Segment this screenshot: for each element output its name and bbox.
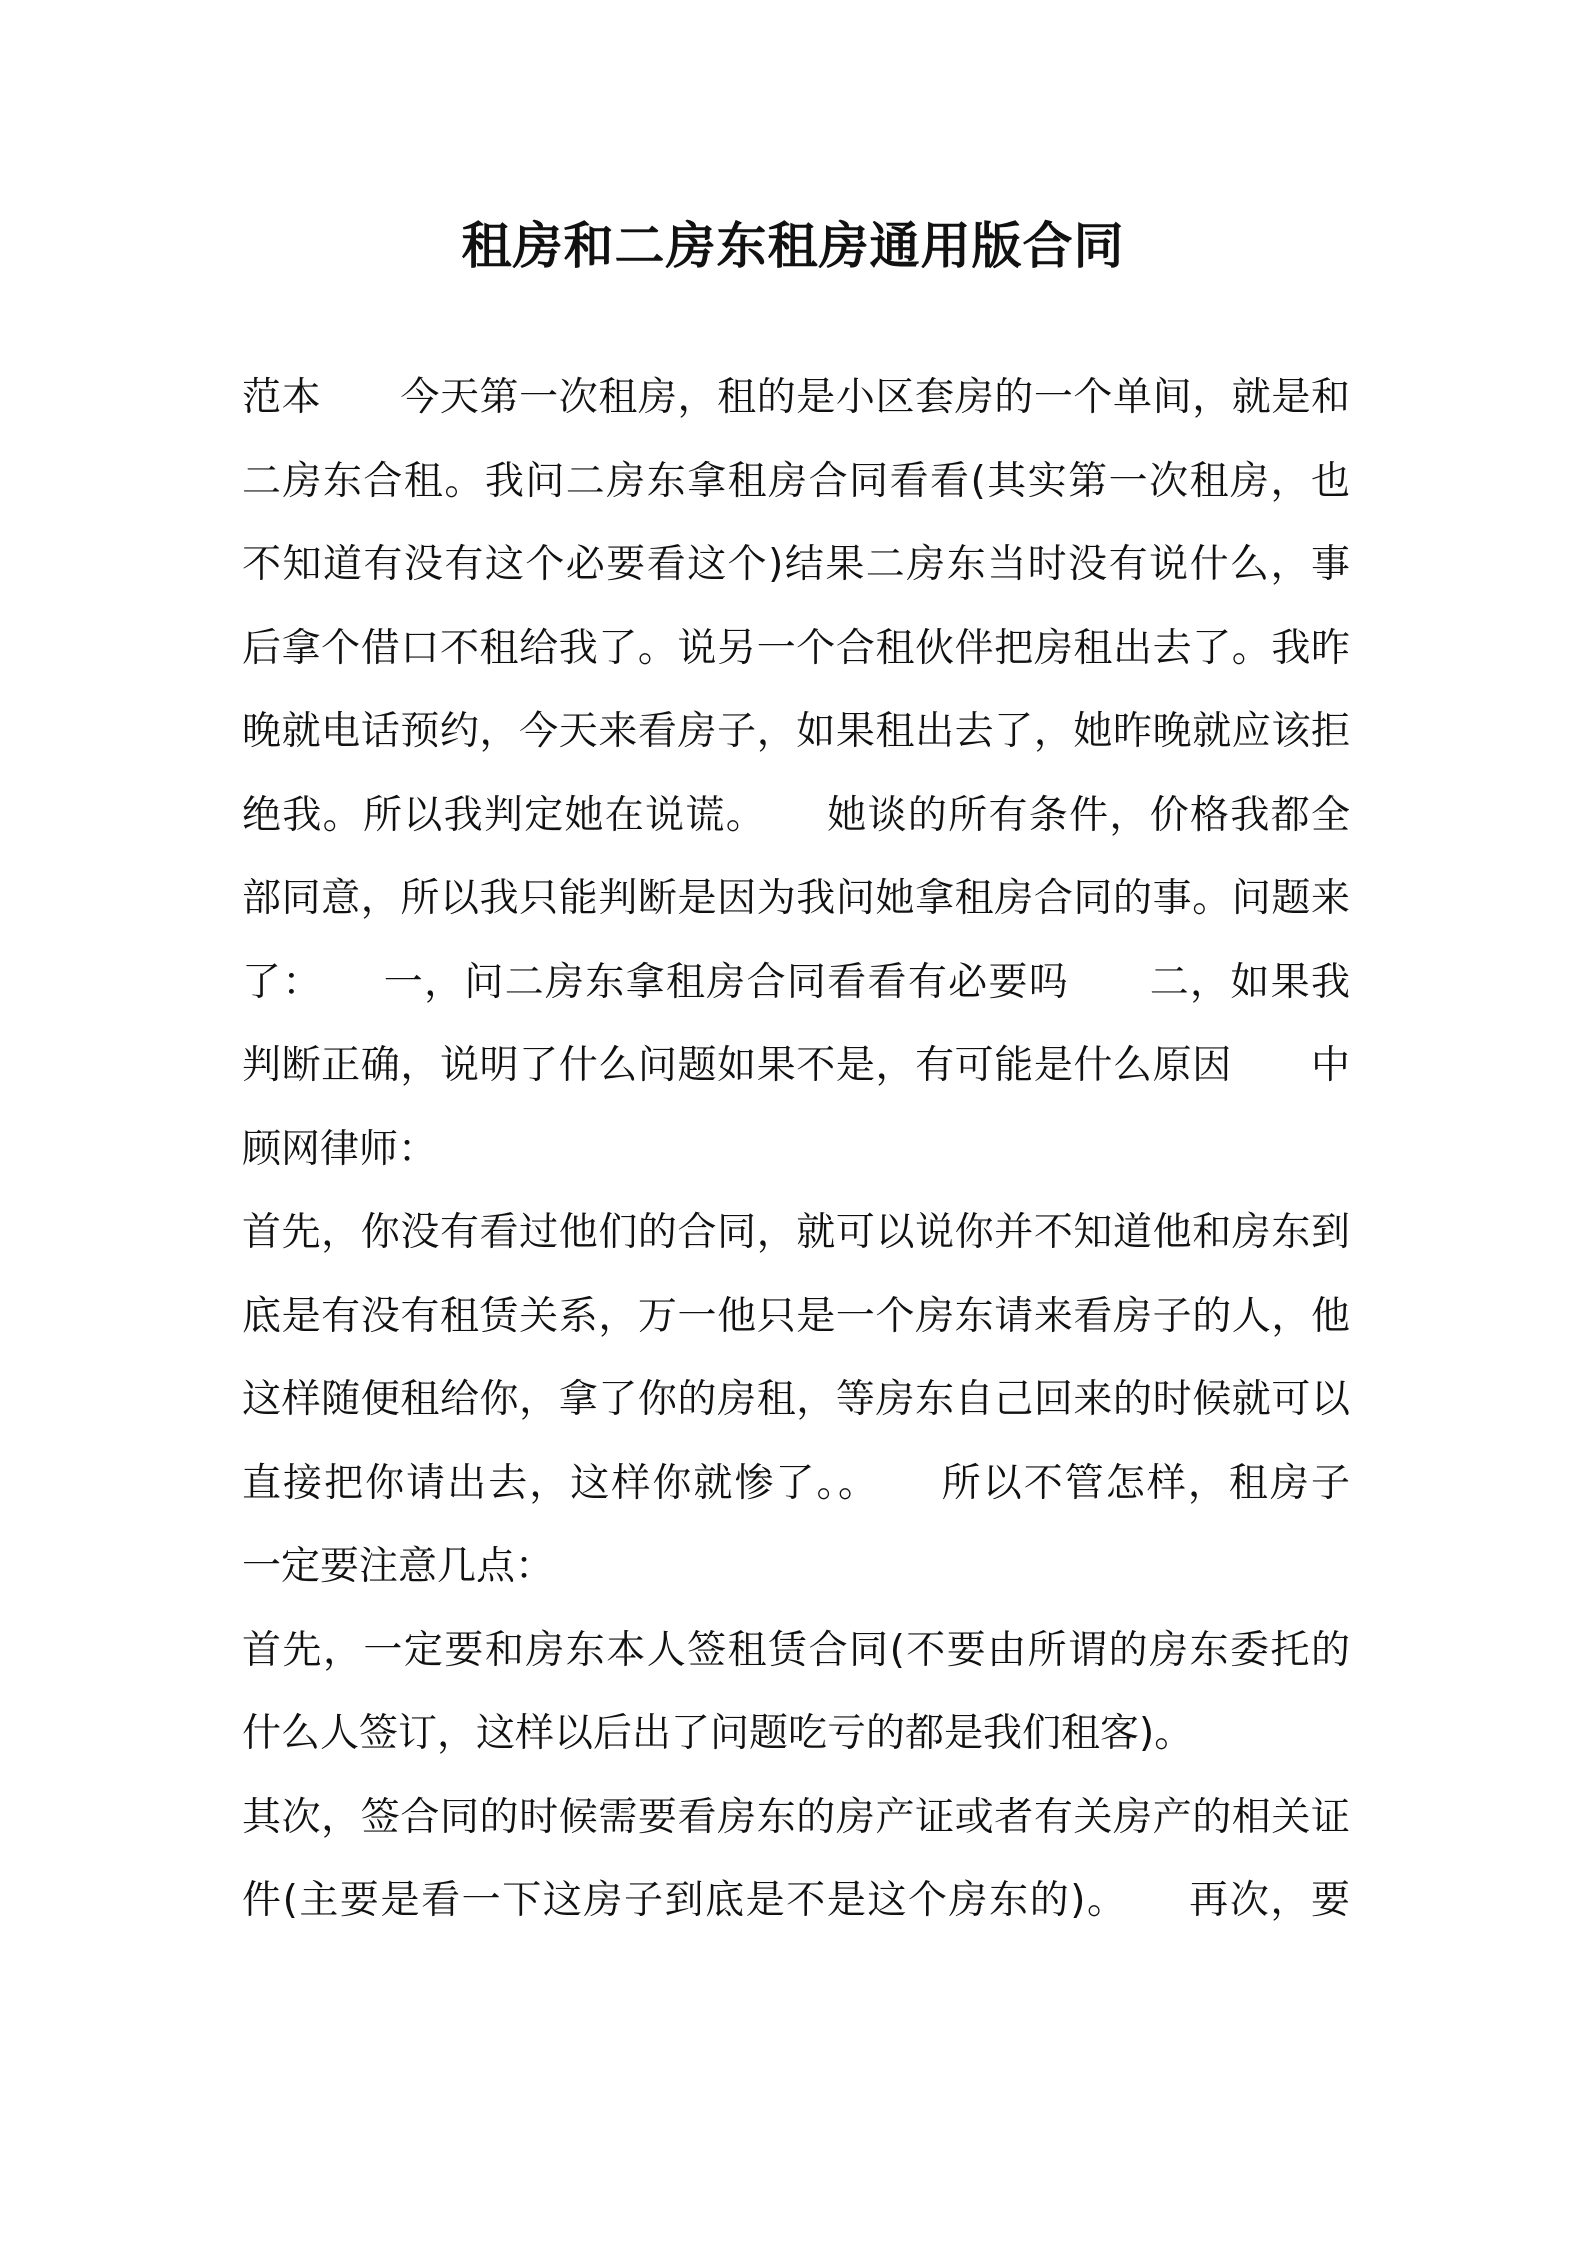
body-line: 首先，你没有看过他们的合同，就可以说你并不知道他和房东到 [242, 1210, 1350, 1255]
body-line: 了： 一，问二房东拿租房合同看看有必要吗 二，如果我 [242, 960, 1350, 1005]
body-line: 一定要注意几点： [242, 1544, 555, 1589]
body-line: 什么人签订，这样以后出了问题吃亏的都是我们租客)。 [242, 1711, 1194, 1756]
body-line: 顾网律师： [242, 1127, 438, 1172]
document-title: 租房和二房东租房通用版合同 [461, 217, 1125, 275]
body-line: 首先，一定要和房东本人签租赁合同(不要由所谓的房东委托的 [242, 1628, 1350, 1673]
body-line: 这样随便租给你，拿了你的房租，等房东自己回来的时候就可以 [242, 1377, 1350, 1422]
body-line: 件(主要是看一下这房子到底是不是这个房东的)。 再次，要 [242, 1878, 1350, 1923]
body-line: 二房东合租。我问二房东拿租房合同看看(其实第一次租房，也 [242, 459, 1350, 504]
body-line: 直接把你请出去，这样你就惨了。。 所以不管怎样，租房子 [242, 1461, 1350, 1506]
body-line: 范本 今天第一次租房，租的是小区套房的一个单间，就是和 [242, 375, 1350, 420]
body-line: 不知道有没有这个必要看这个)结果二房东当时没有说什么，事 [242, 542, 1350, 587]
body-line: 判断正确，说明了什么问题如果不是，有可能是什么原因 中 [242, 1043, 1350, 1088]
body-line: 后拿个借口不租给我了。说另一个合租伙伴把房租出去了。我昨 [242, 626, 1350, 671]
body-line: 晚就电话预约，今天来看房子，如果租出去了，她昨晚就应该拒 [242, 709, 1350, 754]
body-line: 部同意，所以我只能判断是因为我问她拿租房合同的事。问题来 [242, 876, 1350, 921]
body-line: 其次，签合同的时候需要看房东的房产证或者有关房产的相关证 [242, 1795, 1350, 1840]
body-line: 绝我。所以我判定她在说谎。 她谈的所有条件，价格我都全 [242, 793, 1350, 838]
body-line: 底是有没有租赁关系，万一他只是一个房东请来看房子的人，他 [242, 1294, 1350, 1339]
